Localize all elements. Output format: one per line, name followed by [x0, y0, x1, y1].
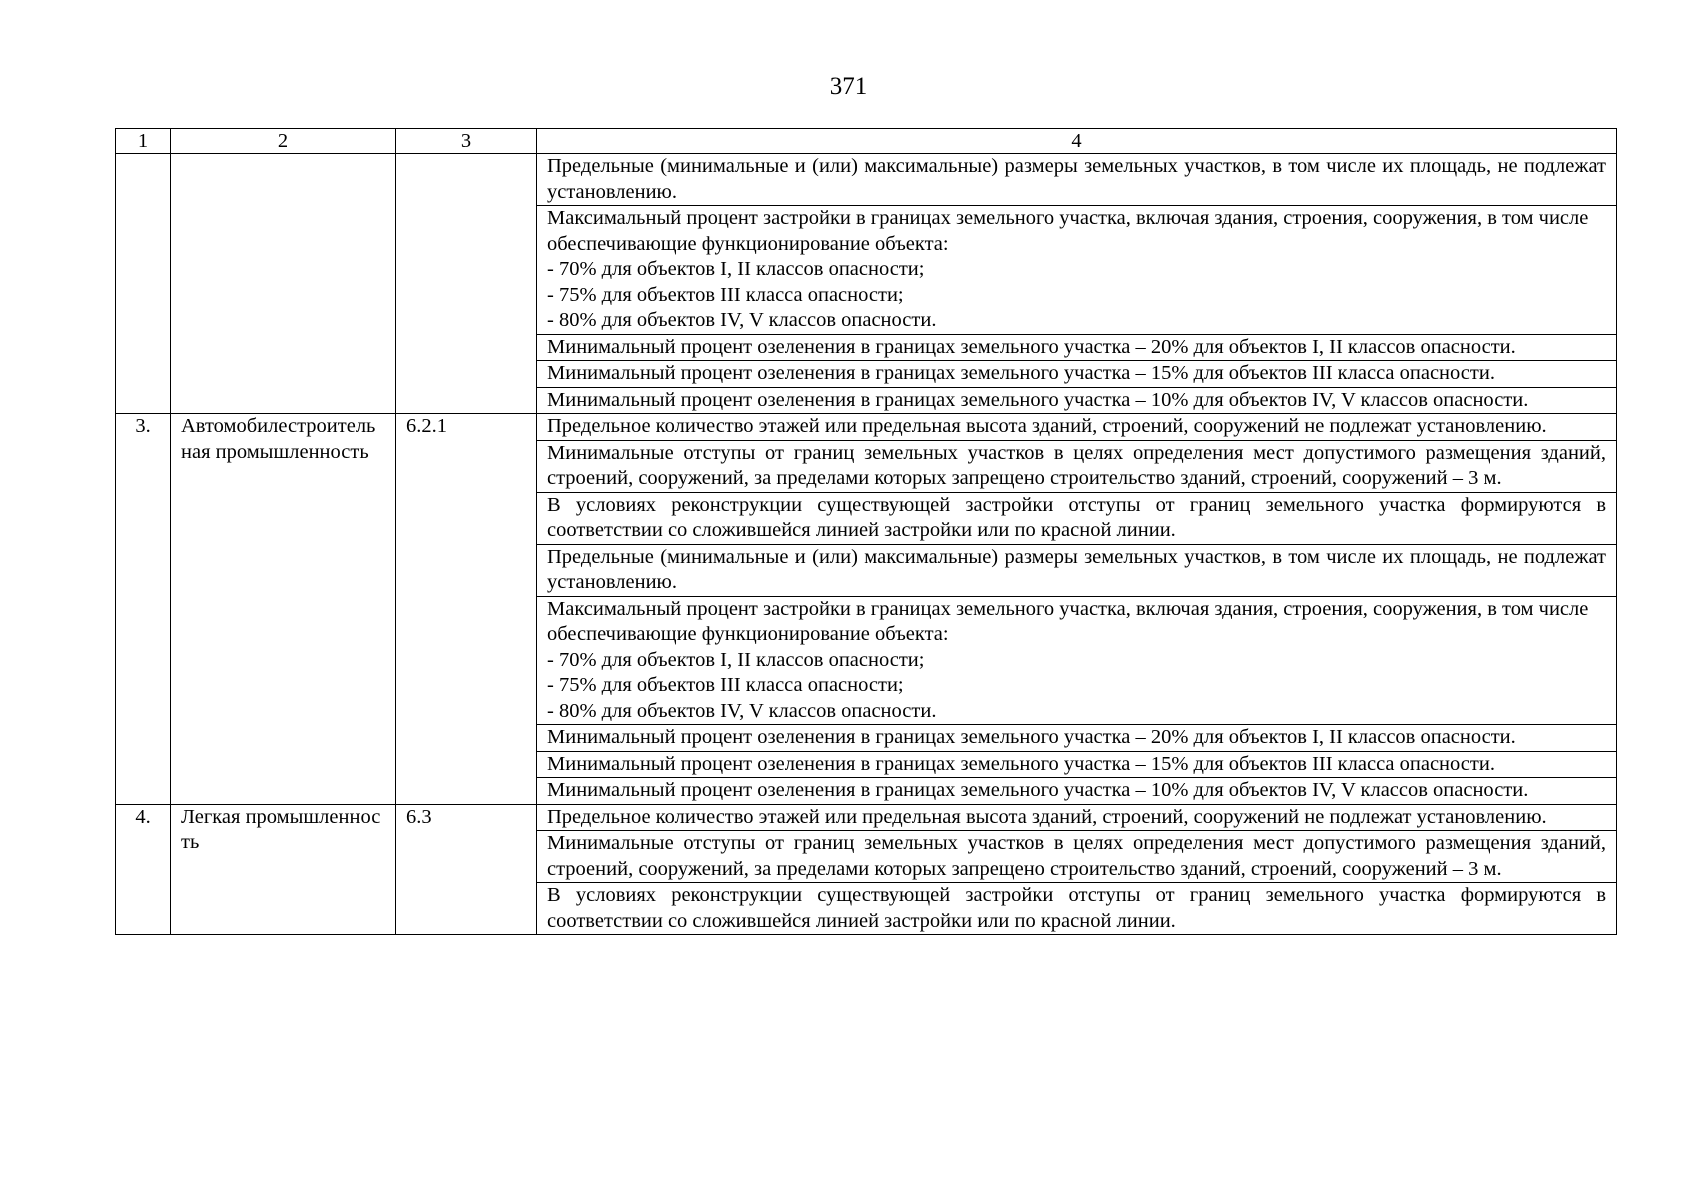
parameter-line: Максимальный процент застройки в границах земельного участка, включая здания, строения, сооружения, в том числе обеспечивающие функционирование объекта: [547, 597, 1589, 645]
regulations-table [115, 128, 1617, 935]
table-row [116, 154, 1617, 206]
use-name-cell: Автомобилестроительная промышленность [171, 414, 396, 805]
parameter-line: Минимальный процент озеленения в границах земельного участка – 20% для объектов I, II классов опасности. [547, 726, 1516, 748]
use-name-cell: Легкая промышленность [171, 804, 396, 935]
parameter-line: В условиях реконструкции существующей застройки отступы от границ земельного участка формируются в соответствии со сложившейся линией застройки или по красной линии. [547, 884, 1606, 932]
column-header-row [116, 129, 1617, 154]
parameter-cell [537, 154, 1617, 206]
parameter-cell [537, 778, 1617, 805]
parameter-cell [537, 387, 1617, 414]
parameter-line: Предельные (минимальные и (или) максимальные) размеры земельных участков, в том числе их площадь, не подлежат установлению. [547, 155, 1606, 203]
parameter-cell [537, 544, 1617, 596]
row-number-cell: 4. [116, 804, 171, 935]
parameter-cell [537, 492, 1617, 544]
use-name-cell [171, 154, 396, 414]
parameter-line: В условиях реконструкции существующей застройки отступы от границ земельного участка формируются в соответствии со сложившейся линией застройки или по красной линии. [547, 493, 1606, 541]
column-header-4: 4 [537, 129, 1617, 154]
parameter-line: Предельное количество этажей или предельная высота зданий, строений, сооружений не подлежат установлению. [547, 415, 1547, 437]
parameter-line: Предельное количество этажей или предельная высота зданий, строений, сооружений не подлежат установлению. [547, 805, 1547, 828]
table-row [116, 804, 1617, 831]
parameter-cell [537, 440, 1617, 492]
parameter-line: Минимальный процент озеленения в границах земельного участка – 15% для объектов III класса опасности. [547, 752, 1495, 775]
parameter-line: - 70% для объектов I, II классов опасности; [547, 648, 925, 671]
parameter-line: Минимальный процент озеленения в границах земельного участка – 15% для объектов III класса опасности. [547, 362, 1495, 384]
page-number: 371 [829, 73, 868, 100]
row-number-cell: 3. [116, 414, 171, 805]
parameter-line: Минимальный процент озеленения в границах земельного участка – 20% для объектов I, II классов опасности. [547, 335, 1516, 358]
parameter-line: - 70% для объектов I, II классов опасности; [547, 258, 925, 280]
column-header-1: 1 [116, 129, 171, 154]
parameter-line: Предельные (минимальные и (или) максимальные) размеры земельных участков, в том числе их площадь, не подлежат установлению. [547, 545, 1606, 593]
parameter-line: - 75% для объектов III класса опасности; [547, 674, 904, 696]
parameter-cell [537, 883, 1617, 935]
parameter-cell [537, 725, 1617, 752]
parameter-line: Минимальный процент озеленения в границах земельного участка – 10% для объектов IV, V классов опасности. [547, 388, 1529, 411]
parameter-line: Минимальные отступы от границ земельных участков в целях определения мест допустимого размещения зданий, строений, сооружений, за пределами которых запрещено строительство зданий, строений, сооружений – 3 м. [547, 441, 1606, 489]
row-number-cell [116, 154, 171, 414]
parameter-line: - 80% для объектов IV, V классов опасности. [547, 309, 937, 331]
use-code-cell [396, 154, 537, 414]
parameter-cell [537, 206, 1617, 335]
parameter-line: Максимальный процент застройки в границах земельного участка, включая здания, строения, сооружения, в том числе обеспечивающие функционирование объекта: [547, 207, 1589, 255]
parameter-line: Минимальный процент озеленения в границах земельного участка – 10% для объектов IV, V классов опасности. [547, 779, 1529, 801]
parameter-cell [537, 414, 1617, 441]
column-header-3: 3 [396, 129, 537, 154]
use-code-cell: 6.2.1 [396, 414, 537, 805]
parameter-cell [537, 831, 1617, 883]
parameter-cell [537, 361, 1617, 388]
parameter-cell [537, 334, 1617, 361]
parameter-line: - 80% для объектов IV, V классов опасности. [547, 699, 937, 722]
parameter-line: - 75% для объектов III класса опасности; [547, 283, 904, 306]
regulations-table-body [116, 129, 1617, 935]
parameter-cell [537, 804, 1617, 831]
parameter-line: Минимальные отступы от границ земельных участков в целях определения мест допустимого размещения зданий, строений, сооружений, за пределами которых запрещено строительство зданий, строений, сооружений – 3 м. [547, 832, 1606, 880]
parameter-cell [537, 751, 1617, 778]
column-header-2: 2 [171, 129, 396, 154]
parameter-cell [537, 596, 1617, 725]
table-row [116, 414, 1617, 441]
use-code-cell: 6.3 [396, 804, 537, 935]
